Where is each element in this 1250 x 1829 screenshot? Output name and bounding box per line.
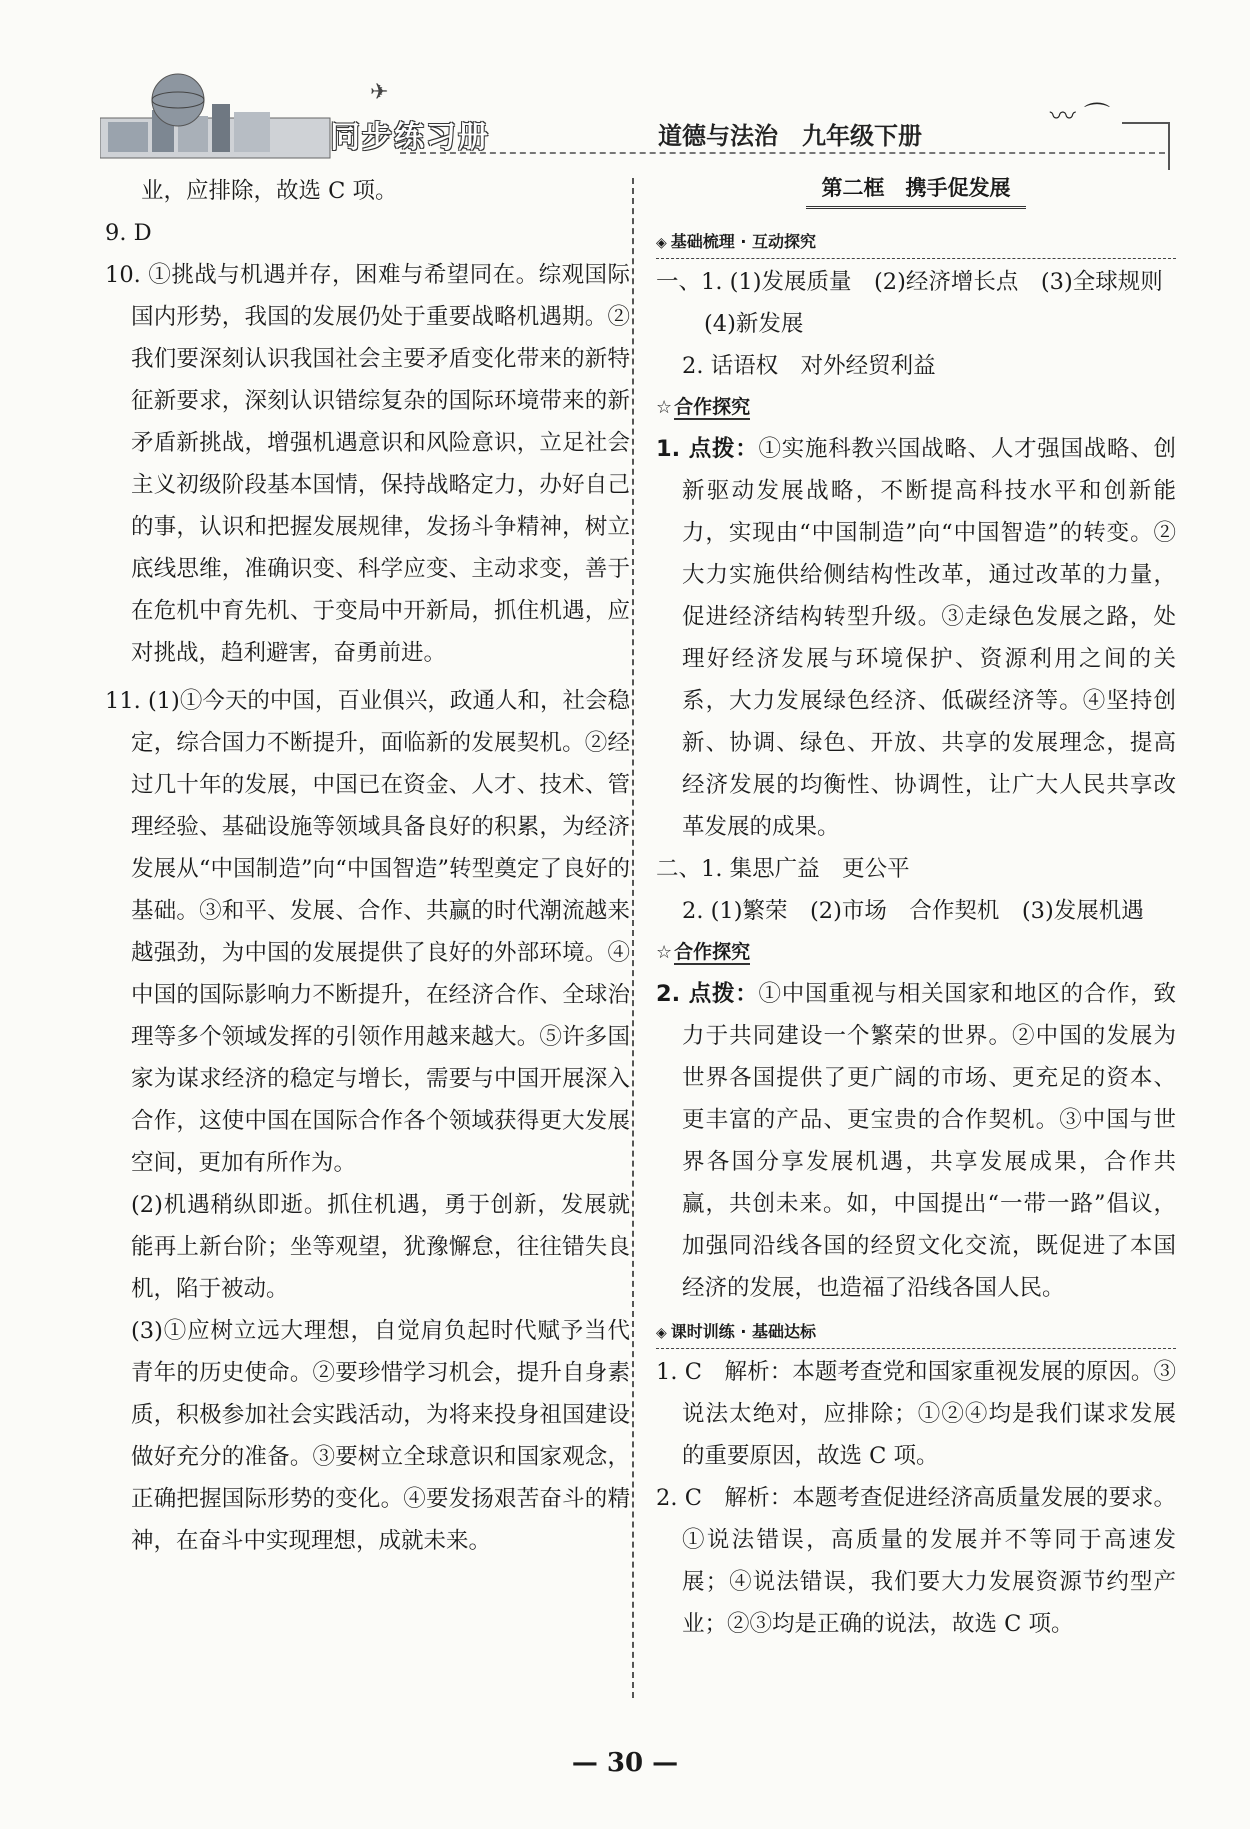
page-number: — 30 — <box>571 1748 679 1778</box>
answer-11-part2: (2)机遇稍纵即逝。抓住机遇，勇于创新，发展就能再上新台阶；坐等观望，犹豫懈怠，往往错失良机，陷于被动。 <box>131 1192 630 1302</box>
training-answer-1: 1. C 解析：本题考查党和国家重视发展的原因。③说法太绝对，应排除；①②④均是我们谋求发展的重要原因，故选 C 项。 <box>656 1359 1176 1469</box>
answer-10: 10. ①挑战与机遇并存，困难与希望同在。综观国际国内形势，我国的发展仍处于重要战略机遇期。②我们要深刻认识我国社会主要矛盾变化带来的新特征新要求，深刻认识错综复杂的国际环境带来的新矛盾新挑战，增强机遇意识和风险意识，立足社会主义初级阶段基本国情，保持战略定力，办好自己的事，认识和把握发展规律，发扬斗争精神，树立底线思维，准确识变、科学应变、主动求变，善于在危机中育先机、于变局中开新局，抓住机遇，应对挑战，趋利避害，奋勇前进。 <box>105 262 630 666</box>
answer-part1-line3: 2. 话语权 对外经贸利益 <box>682 353 936 379</box>
answer-9: 9. D <box>105 220 152 246</box>
answer-continuation: 业，应排除，故选 C 项。 <box>141 178 398 204</box>
right-column <box>656 170 1176 1645</box>
book-title: 同步练习册 <box>330 120 490 155</box>
section-heading-basics: ◈ 基础梳理 · 互动探究 <box>656 227 1176 259</box>
header-rule <box>400 152 1165 154</box>
hint-1-text: ①实施科教兴国战略、人才强国战略、创新驱动发展战略，不断提高科技水平和创新能力，实现由“中国制造”向“中国智造”的转变。②大力实施供给侧结构性改革，通过改革的力量，促进经济结构转型升级。③走绿色发展之路，处理好经济发展与环境保护、资源利用之间的关系，大力发展绿色经济、低碳经济等。④坚持创新、协调、绿色、开放、共享的发展理念，提高经济发展的均衡性、协调性，让广大人民共享改革发展的成果。 <box>682 436 1176 840</box>
subject-title: 道德与法治 九年级下册 <box>658 122 922 150</box>
answer-part2-line2: 2. (1)繁荣 (2)市场 合作契机 (3)发展机遇 <box>682 898 1144 924</box>
star-icon: ☆ <box>656 942 673 963</box>
answer-11-part1: 11. (1)①今天的中国，百业俱兴，政通人和，社会稳定，综合国力不断提升，面临新的发展契机。②经过几十年的发展，中国已在资金、人才、技术、管理经验、基础设施等领域具备良好的积累，为经济发展从“中国制造”向“中国智造”转型奠定了良好的基础。③和平、发展、合作、共赢的时代潮流越来越强劲，为中国的发展提供了良好的外部环境。④中国的国际影响力不断提升，在经济合作、全球治理等多个领域发挥的引领作用越来越大。⑤许多国家为谋求经济的稳定与增长，需要与中国开展深入合作，这使中国在国际合作各个领域获得更大发展空间，更加有所作为。 <box>105 688 630 1176</box>
answer-11-part3: (3)①应树立远大理想，自觉肩负起时代赋予当代青年的历史使命。②要珍惜学习机会，提升自身素质，积极参加社会实践活动，为将来投身祖国建设做好充分的准备。③要树立全球意识和国家观念，正确把握国际形势的变化。④要发扬艰苦奋斗的精神，在奋斗中实现理想，成就未来。 <box>131 1318 630 1554</box>
coop-heading-2: ☆ 合作探究 <box>656 941 751 963</box>
page-header <box>100 60 1170 170</box>
star-icon: ☆ <box>656 397 673 418</box>
hint-1 <box>656 428 1176 848</box>
training-answer-2: 2. C 解析：本题考查促进经济高质量发展的要求。①说法错误，高质量的发展并不等同于高速发展；④说法错误，我们要大力发展资源节约型产业；②③均是正确的说法，故选 C 项。 <box>656 1485 1176 1637</box>
answer-part1-line2: (4)新发展 <box>704 311 804 337</box>
diamond-icon: ◈ <box>656 1325 667 1341</box>
answer-part2-line1: 二、1. 集思广益 更公平 <box>656 856 910 882</box>
coop-heading-1: ☆ 合作探究 <box>656 396 751 418</box>
left-column <box>105 170 630 1562</box>
hint-2-text: ①中国重视与相关国家和地区的合作，致力于共同建设一个繁荣的世界。②中国的发展为世界各国提供了更广阔的市场、更充足的资本、更丰富的产品、更宝贵的合作契机。③中国与世界各国分享发展机遇，共享发展成果，合作共赢，共创未来。如，中国提出“一带一路”倡议，加强同沿线各国的经贸文化交流，既促进了本国经济的发展，也造福了沿线各国人民。 <box>682 981 1176 1301</box>
birds-icon: 〰 ⌒ <box>1049 102 1110 132</box>
section-heading-training: ◈ 课时训练 · 基础达标 <box>656 1317 1176 1349</box>
paper-plane-icon: ✈ <box>370 80 389 105</box>
frame-title: 第二框 携手促发展 <box>806 170 1026 209</box>
column-divider <box>632 178 634 1698</box>
hint-2-label: 2. 点拨： <box>656 981 759 1007</box>
diamond-icon: ◈ <box>656 235 667 251</box>
answer-part1-line1: 一、1. (1)发展质量 (2)经济增长点 (3)全球规则 <box>656 269 1163 295</box>
hint-1-label: 1. 点拨： <box>656 436 759 462</box>
header-corner-frame <box>1122 122 1170 170</box>
hint-2 <box>656 973 1176 1309</box>
